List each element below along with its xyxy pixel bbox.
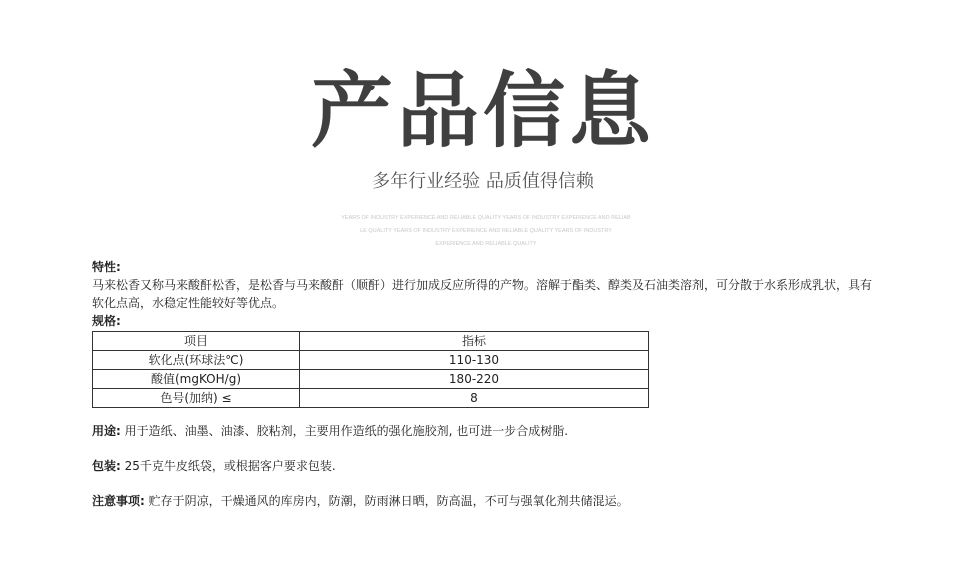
spec-value-cell: 8	[300, 389, 649, 408]
spec-table	[92, 331, 649, 408]
spec-item-cell: 软化点(环球法℃)	[93, 351, 300, 370]
spec-value-cell: 180-220	[300, 370, 649, 389]
properties-description: 马来松香又称马来酸酐松香，是松香与马来酸酐（顺酐）进行加成反应所得的产物。溶解于酯类、醇类及石油类溶剂，可分散于水系形成乳状，具有软化点高，水稳定性能较好等优点。	[92, 278, 873, 310]
page-title: 产品信息	[310, 64, 655, 159]
page-subtitle: 多年行业经验 品质值得信赖	[372, 171, 594, 192]
english-line: YEARS OF INDUSTRY EXPERIENCE AND RELIABLE QUALITY YEARS OF INDUSTRY EXPERIENCE AND RELIAB	[341, 215, 631, 221]
properties-heading: 特性:	[92, 260, 121, 274]
decorative-english-text	[326, 212, 646, 251]
usage-paragraph	[92, 422, 882, 440]
usage-text: 用于造纸、油墨、油漆、胶粘剂，主要用作造纸的强化施胶剂, 也可进一步合成树脂.	[124, 424, 569, 438]
spec-item-cell: 酸值(mgKOH/g)	[93, 370, 300, 389]
table-row	[93, 351, 649, 370]
notes-paragraph	[92, 492, 882, 510]
usage-label: 用途:	[92, 424, 121, 438]
packaging-paragraph	[92, 457, 882, 475]
notes-text: 贮存于阴凉，干燥通风的库房内，防潮，防雨淋日晒，防高温，不可与强氧化剂共储混运。	[148, 494, 629, 508]
specs-heading: 规格:	[92, 314, 121, 328]
spec-value-cell: 110-130	[300, 351, 649, 370]
english-line: EXPERIENCE AND RELIABLE QUALITY	[435, 241, 537, 247]
product-details	[92, 258, 882, 510]
table-row	[93, 370, 649, 389]
english-line: LE QUALITY YEARS OF INDUSTRY EXPERIENCE AND RELIABLE QUALITY YEARS OF INDUSTRY	[360, 228, 612, 234]
packaging-text: 25千克牛皮纸袋，或根据客户要求包装.	[124, 459, 336, 473]
column-header-value: 指标	[300, 332, 649, 351]
table-row	[93, 389, 649, 408]
packaging-label: 包装:	[92, 459, 121, 473]
spec-item-cell: 色号(加纳) ≤	[93, 389, 300, 408]
table-header-row	[93, 332, 649, 351]
column-header-item: 项目	[93, 332, 300, 351]
notes-label: 注意事项:	[92, 494, 145, 508]
